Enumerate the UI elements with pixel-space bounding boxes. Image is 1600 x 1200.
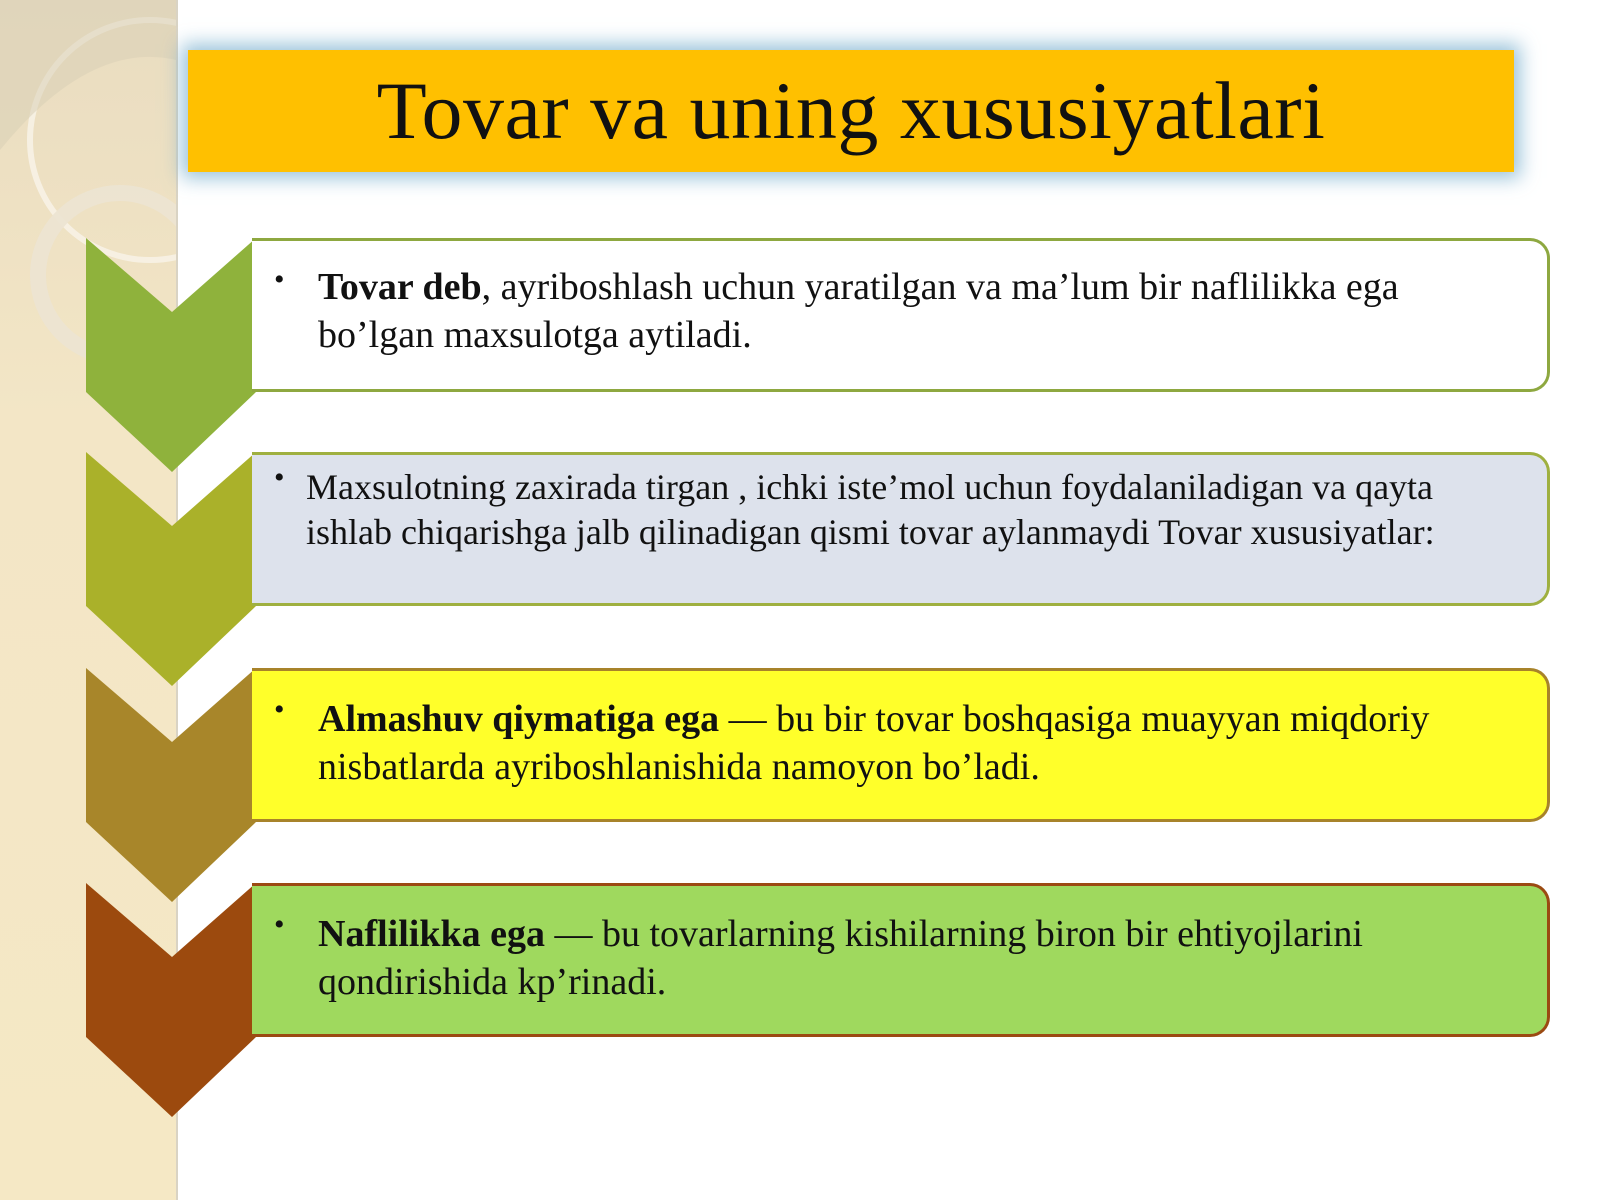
point-card-2	[252, 452, 1550, 606]
bullet: •	[274, 908, 285, 941]
point-text-3	[318, 695, 1523, 791]
point-lead-4: Naflilikka ega	[318, 913, 545, 955]
point-card-3	[252, 668, 1550, 822]
chevron-1	[86, 238, 256, 472]
point-card-4	[252, 883, 1550, 1037]
chevron-2	[86, 452, 256, 686]
chevron-4	[86, 883, 256, 1117]
point-body-3: — bu bir tovar boshqasiga muayyan miqdoriy nisbatlarda ayriboshlanishida namoyon bo’ladi.	[318, 698, 1430, 788]
bullet: •	[274, 693, 285, 726]
point-text-1	[318, 263, 1523, 359]
point-body-1: , ayriboshlash uchun yaratilgan va ma’lum bir naflilikka ega bo’lgan maxsulotga aytiladi.	[318, 266, 1399, 356]
point-text-2	[306, 465, 1527, 555]
point-card-1	[252, 238, 1550, 392]
point-lead-3: Almashuv qiymatiga ega	[318, 698, 720, 740]
bullet: •	[274, 461, 285, 494]
title-banner	[188, 50, 1514, 172]
chevron-3	[86, 668, 256, 902]
point-lead-1: Tovar deb	[318, 266, 482, 308]
slide-title: Tovar va uning xususiyatlari	[376, 65, 1326, 156]
point-body-4: — bu tovarlarning kishilarning biron bir ehtiyojlarini qondirishida kp’rinadi.	[318, 913, 1363, 1003]
point-text-4	[318, 910, 1523, 1006]
bullet: •	[274, 263, 285, 296]
point-body-2: Maxsulotning zaxirada tirgan , ichki iste’mol uchun foydalaniladigan va qayta ishlab chiqarishga jalb qilinadigan qismi tovar aylanmaydi Tovar xususiyatlar:	[306, 467, 1435, 552]
chevron-arrows	[0, 0, 260, 1200]
